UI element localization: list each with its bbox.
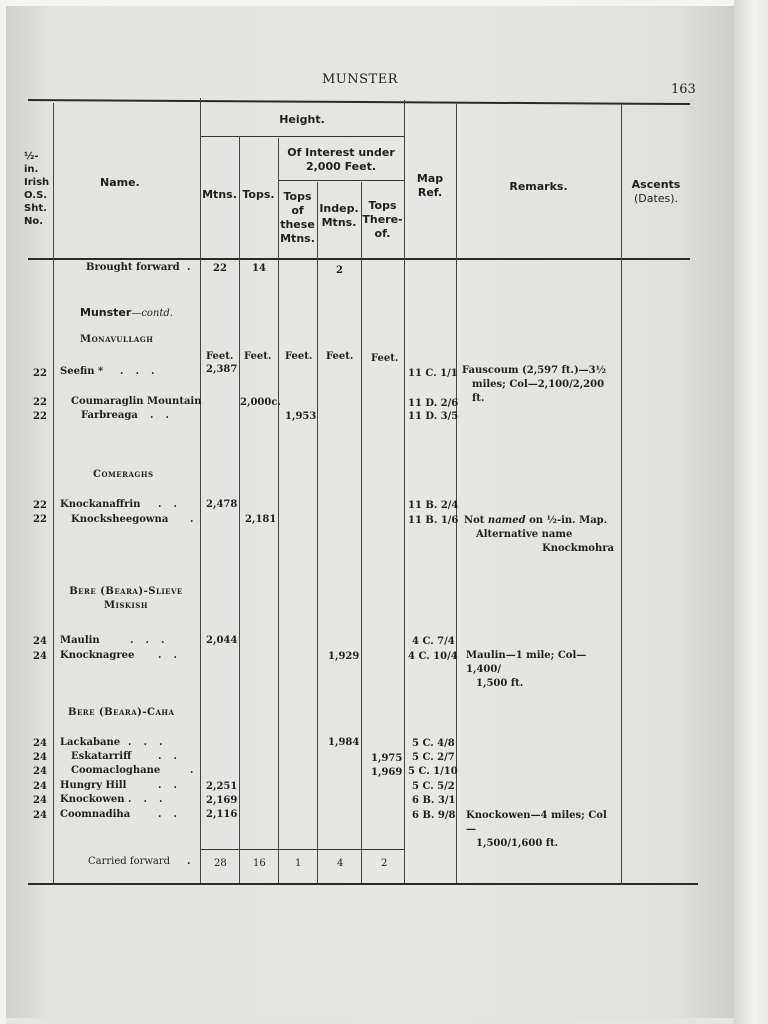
page-number: 163 [671, 82, 696, 97]
cf-indep: 4 [337, 858, 344, 869]
header-sheet-no: ½-in. Irish O.S. Sht. No. [24, 151, 50, 227]
scan-edge-right [734, 0, 768, 1024]
header-map-ref: Map Ref. [416, 172, 444, 199]
header-tops-of-these: Tops of these Mtns. [280, 190, 315, 245]
header-name: Name. [100, 176, 140, 189]
header-tops-thereof: Tops There- of. [362, 199, 403, 240]
remark-knocknagree: Maulin—1 mile; Col—1,400/ 1,500 ft. [466, 650, 587, 689]
section-bere-caha: Bere (Beara)-Caha [68, 707, 175, 718]
header-mtns: Mtns. [202, 188, 237, 201]
remark-knocksheegowna: Not named on ½-in. Map. Alternative name Knockmohra [464, 515, 614, 554]
cf-tops-of-these: 1 [295, 858, 302, 869]
cf-tops-thereof: 2 [381, 858, 388, 869]
running-head: MUNSTER [322, 72, 398, 87]
brought-forward-label: Brought forward [86, 262, 180, 273]
header-ascents: Ascents (Dates). [631, 178, 681, 205]
cf-tops: 16 [253, 858, 266, 869]
remark-coomnadiha: Knockowen—4 miles; Col— 1,500/1,600 ft. [466, 810, 607, 849]
header-of-interest: Of Interest under 2,000 Feet. [287, 146, 395, 173]
header-tops: Tops. [242, 188, 275, 201]
carried-forward-label: Carried forward [88, 856, 171, 867]
bf-indep: 2 [336, 265, 343, 276]
header-remarks: Remarks. [509, 180, 568, 193]
bf-tops: 14 [252, 263, 266, 274]
header-height: Height. [279, 113, 325, 126]
bf-mtns: 22 [213, 263, 227, 274]
section-bere-slieve-miskish: Bere (Beara)-Slieve Miskish [69, 586, 183, 611]
header-indep: Indep. Mtns. [319, 202, 359, 229]
section-comeraghs: Comeraghs [93, 469, 154, 480]
section-monavullagh: Monavullagh [80, 334, 154, 345]
region-heading: Munster—contd. [80, 306, 173, 319]
cf-mtns: 28 [214, 858, 227, 869]
remark-seefin: Fauscoum (2,597 ft.)—3½ miles; Col—2,100/2,200 ft. [462, 365, 607, 404]
